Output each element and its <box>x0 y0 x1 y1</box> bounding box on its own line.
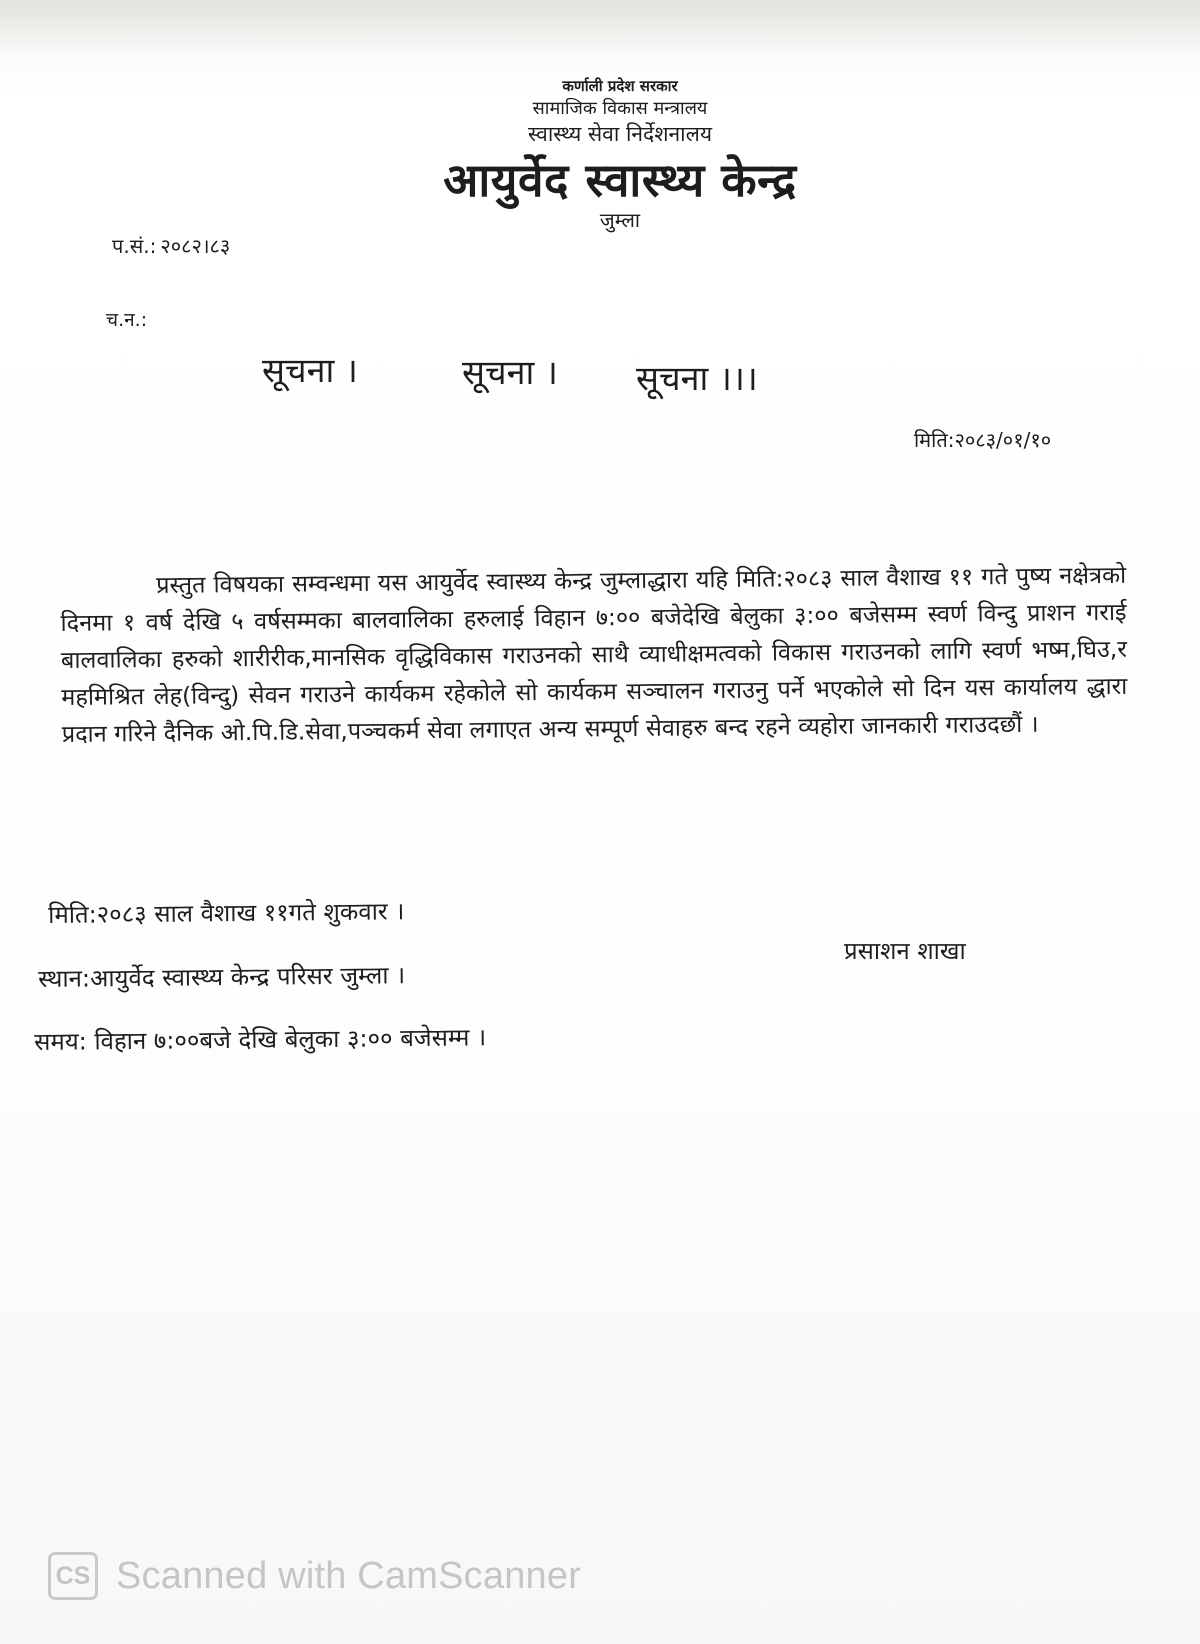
signing-office: प्रसाशन शाखा <box>844 937 966 965</box>
header-government: कर्णाली प्रदेश सरकार <box>562 77 678 95</box>
watermark-text: Scanned with CamScanner <box>116 1554 582 1597</box>
event-place: स्थान:आयुर्वेद स्वास्थ्य केन्द्र परिसर जुम्ला । <box>38 961 406 993</box>
event-time: समय: विहान ७:००बजे देखि बेलुका ३:०० बजेसम्म । <box>34 1023 487 1056</box>
camscanner-logo-icon: CS <box>48 1552 98 1600</box>
notice-heading: सूचना । <box>262 351 358 391</box>
notice-body: प्रस्तुत विषयका सम्वन्धमा यस आयुर्वेद स्वास्थ्य केन्द्र जुम्लाद्धारा यहि मिति:२०८३ साल वैशाख ११ गते पुष्य नक्षेत्रको दिनमा १ वर्ष देखि ५ वर्षसम्मका बालवालिका हरुलाई विहान ७:०० बजेदेखि बेलुका ३:०० बजेसम्म स्वर्ण विन्दु प्राशन गराई बालवालिका हरुको शारीरीक,मानसिक वृद्धिविकास गराउनको साथै व्याधीक्षमत्वको विकास गराउनको लागि स्वर्ण भष्म,घिउ,र महमिश्रित लेह(विन्दु) सेवन गराउने कार्यकम रहेकोले सो कार्यकम सञ्चालन गराउनु पर्ने भएकोले सो दिन यस कार्यालय द्धारा प्रदान गरिने दैनिक ओ.पि.डि.सेवा,पञ्चकर्म सेवा लगाएत अन्य सम्पूर्ण सेवाहरु बन्द रहने व्यहोरा जानकारी गराउदछौं । <box>60 560 1128 748</box>
notice-heading: सूचना ।।। <box>636 359 758 399</box>
reference-label: प.सं.: <box>112 234 157 258</box>
header-title: आयुर्वेद स्वास्थ्य केन्द्र <box>443 153 797 207</box>
reference-value: २०८२।८३ <box>160 234 231 258</box>
camscanner-watermark <box>48 1548 581 1604</box>
header-ministry: सामाजिक विकास मन्त्रालय <box>532 98 708 119</box>
notice-date: मिति:२०८३/०१/१० <box>914 428 1052 452</box>
notice-headings <box>0 346 1200 399</box>
header-place: जुम्ला <box>599 208 641 232</box>
dispatch-number: च.न.: <box>106 309 148 331</box>
scan-shadow <box>0 0 1200 60</box>
notice-heading: सूचना । <box>462 353 558 393</box>
header-directorate: स्वास्थ्य सेवा निर्देशनालय <box>527 122 713 146</box>
reference-number <box>112 232 230 259</box>
event-date: मिति:२०८३ साल वैशाख ११गते शुकवार । <box>48 897 405 929</box>
